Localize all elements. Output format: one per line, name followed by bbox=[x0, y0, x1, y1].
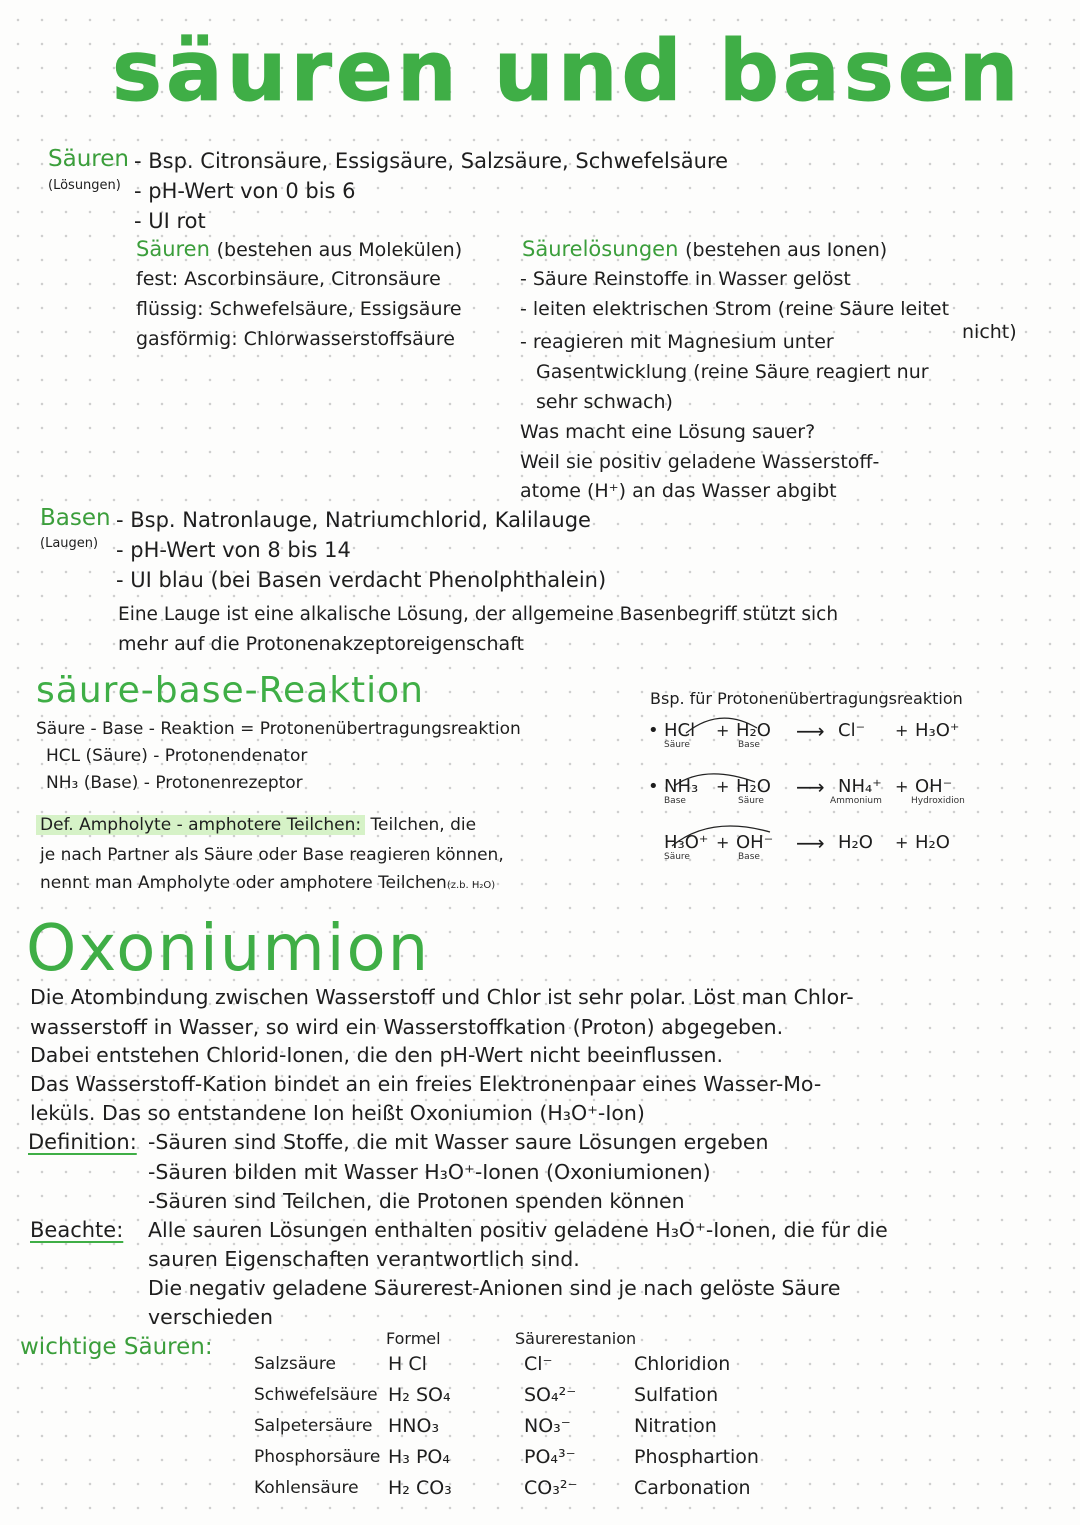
acids-line: - UI rot bbox=[134, 209, 206, 233]
bases-sublabel: (Laugen) bbox=[40, 536, 99, 551]
acid-row-anion: NO₃⁻ bbox=[524, 1415, 571, 1437]
acid-row-formula: H₂ CO₃ bbox=[388, 1477, 452, 1499]
oxonium-paragraph-line: leküls. Das so entstandene Ion heißt Oxoniumion (H₃O⁺-Ion) bbox=[30, 1101, 645, 1125]
acid-row-name: Phosphorsäure bbox=[254, 1447, 381, 1467]
reactant-2: H₂O bbox=[736, 720, 771, 741]
plus-sign: + bbox=[895, 833, 909, 852]
reaction-arrow: ⟶ bbox=[796, 719, 825, 743]
reactant-1-label: Base bbox=[664, 796, 686, 806]
product-1: H₂O bbox=[838, 832, 873, 853]
acid-answer: atome (H⁺) an das Wasser abgibt bbox=[520, 480, 837, 502]
ampholyte-label: Def. Ampholyte - amphotere Teilchen: bbox=[36, 815, 365, 835]
oxonium-heading: Oxoniumion bbox=[26, 912, 431, 986]
acid-solution-item: sehr schwach) bbox=[536, 391, 673, 413]
reactant-2-label: Base bbox=[738, 740, 760, 750]
pure-acids-title: Säuren bbox=[136, 237, 210, 261]
acid-answer: Weil sie positiv geladene Wasserstoff- bbox=[520, 451, 880, 473]
acid-row-anion: SO₄²⁻ bbox=[524, 1384, 577, 1406]
acid-solution-item: nicht) bbox=[962, 321, 1017, 343]
reactant-2: H₂O bbox=[736, 776, 771, 797]
plus-sign: + bbox=[895, 777, 909, 796]
bases-line: mehr auf die Protonenakzeptoreigenschaft bbox=[118, 633, 524, 655]
page-title: säuren und basen bbox=[112, 22, 1023, 120]
plus-sign: + bbox=[716, 777, 730, 796]
acid-row-formula: HNO₃ bbox=[388, 1415, 440, 1437]
acids-line: - Bsp. Citronsäure, Essigsäure, Salzsäure, Schwefelsäure bbox=[134, 149, 729, 173]
reaction-arrow: ⟶ bbox=[796, 831, 825, 855]
reactant-1: H₃O⁺ bbox=[664, 832, 709, 853]
ampholyte-line: je nach Partner als Säure oder Base reagieren können, bbox=[40, 845, 504, 865]
acid-row-name: Salpetersäure bbox=[254, 1416, 373, 1436]
acids-label: Säuren bbox=[48, 146, 129, 172]
acid-row-name: Schwefelsäure bbox=[254, 1385, 378, 1405]
acid-row-formula: H Cl bbox=[388, 1353, 427, 1375]
acid-row-anion-name: Sulfation bbox=[634, 1384, 719, 1406]
product-2: H₃O⁺ bbox=[915, 720, 960, 741]
acid-row-anion: Cl⁻ bbox=[524, 1353, 553, 1375]
acid-question: Was macht eine Lösung sauer? bbox=[520, 421, 816, 443]
acids-sublabel: (Lösungen) bbox=[48, 178, 121, 193]
acid-row-anion-name: Chloridion bbox=[634, 1353, 731, 1375]
beachte-line: verschieden bbox=[148, 1305, 274, 1329]
reaction-line: HCL (Säure) - Protonendenator bbox=[46, 746, 308, 766]
acid-row-anion: PO₄³⁻ bbox=[524, 1446, 576, 1468]
product-1: NH₄⁺ bbox=[838, 776, 882, 797]
reactant-2-label: Säure bbox=[738, 796, 764, 806]
acid-row-anion-name: Nitration bbox=[634, 1415, 717, 1437]
column-header-formula: Formel bbox=[386, 1329, 441, 1348]
acid-solutions-title: Säurelösungen bbox=[522, 237, 679, 261]
definition-line: -Säuren bilden mit Wasser H₃O⁺-Ionen (Oxoniumionen) bbox=[148, 1160, 711, 1184]
product-2: H₂O bbox=[915, 832, 950, 853]
reactant-1: NH₃ bbox=[664, 776, 699, 797]
bases-line: - pH-Wert von 8 bis 14 bbox=[116, 538, 351, 562]
definition-label: Definition: bbox=[28, 1130, 137, 1154]
beachte-line: Die negativ geladene Säurerest-Anionen sind je nach gelöste Säure bbox=[148, 1276, 841, 1300]
bases-line: Eine Lauge ist eine alkalische Lösung, der allgemeine Basenbegriff stützt sich bbox=[118, 604, 839, 625]
bases-line: - UI blau (bei Basen verdacht Phenolphthalein) bbox=[116, 568, 607, 592]
reactant-2: OH⁻ bbox=[736, 832, 774, 853]
reactant-2-label: Base bbox=[738, 852, 760, 862]
plus-sign: + bbox=[716, 833, 730, 852]
reaction-heading: säure-base-Reaktion bbox=[36, 670, 424, 711]
product-1: Cl⁻ bbox=[838, 720, 866, 741]
oxonium-paragraph-line: Dabei entstehen Chlorid-Ionen, die den pH-Wert nicht beeinflussen. bbox=[30, 1043, 724, 1067]
acid-row-formula: H₃ PO₄ bbox=[388, 1446, 450, 1468]
example-heading: Bsp. für Protonenübertragungsreaktion bbox=[650, 689, 963, 708]
beachte-line: Alle sauren Lösungen enthalten positiv geladene H₃O⁺-Ionen, die für die bbox=[148, 1218, 888, 1242]
ampholyte-line-text: nennt man Ampholyte oder amphotere Teilchen bbox=[40, 873, 447, 893]
definition-line: -Säuren sind Stoffe, die mit Wasser saure Lösungen ergeben bbox=[148, 1130, 769, 1154]
column-header-anion: Säurerestanion bbox=[515, 1329, 637, 1348]
product-2-label: Hydroxidion bbox=[911, 796, 965, 806]
ampholyte-example-note: (z.b. H₂O) bbox=[446, 880, 496, 891]
pure-acids-note: (bestehen aus Molekülen) bbox=[216, 239, 463, 261]
important-acids-label: wichtige Säuren: bbox=[20, 1334, 213, 1360]
acid-solutions-note: (bestehen aus Ionen) bbox=[685, 239, 888, 261]
reaction-line: Säure - Base - Reaktion = Protonenübertragungsreaktion bbox=[36, 719, 521, 739]
acid-solution-item: - Säure Reinstoffe in Wasser gelöst bbox=[520, 268, 851, 290]
reactant-1-label: Säure bbox=[664, 852, 690, 862]
reactant-1: HCl bbox=[664, 720, 696, 741]
oxonium-paragraph-line: Die Atombindung zwischen Wasserstoff und Chlor ist sehr polar. Löst man Chlor- bbox=[30, 985, 854, 1009]
acids-line: - pH-Wert von 0 bis 6 bbox=[134, 179, 356, 203]
acid-solution-item: Gasentwicklung (reine Säure reagiert nur bbox=[536, 361, 929, 383]
definition-line: -Säuren sind Teilchen, die Protonen spenden können bbox=[148, 1189, 685, 1213]
bases-label: Basen bbox=[40, 505, 111, 531]
acid-row-anion: CO₃²⁻ bbox=[524, 1477, 578, 1499]
acid-solution-item: - reagieren mit Magnesium unter bbox=[520, 331, 834, 353]
pure-acid-item: flüssig: Schwefelsäure, Essigsäure bbox=[136, 298, 462, 320]
product-1-label: Ammonium bbox=[830, 796, 882, 806]
pure-acid-item: fest: Ascorbinsäure, Citronsäure bbox=[136, 268, 441, 290]
acid-row-anion-name: Carbonation bbox=[634, 1477, 751, 1499]
plus-sign: + bbox=[895, 721, 909, 740]
reactant-1-label: Säure bbox=[664, 740, 690, 750]
reaction-line: NH₃ (Base) - Protonenrezeptor bbox=[46, 773, 303, 793]
ampholyte-text: Teilchen, die bbox=[370, 815, 477, 835]
beachte-label: Beachte: bbox=[30, 1218, 124, 1242]
example-bullet: • bbox=[648, 776, 659, 797]
product-2: OH⁻ bbox=[915, 776, 953, 797]
oxonium-paragraph-line: wasserstoff in Wasser, so wird ein Wasserstoffkation (Proton) abgegeben. bbox=[30, 1015, 784, 1039]
beachte-line: sauren Eigenschaften verantwortlich sind. bbox=[148, 1247, 580, 1271]
acid-row-formula: H₂ SO₄ bbox=[388, 1384, 451, 1406]
bases-line: - Bsp. Natronlauge, Natriumchlorid, Kalilauge bbox=[116, 508, 591, 532]
acid-row-anion-name: Phosphartion bbox=[634, 1446, 759, 1468]
oxonium-paragraph-line: Das Wasserstoff-Kation bindet an ein freies Elektronenpaar eines Wasser-Mo- bbox=[30, 1072, 822, 1096]
acid-solution-item: - leiten elektrischen Strom (reine Säure leitet bbox=[520, 298, 950, 320]
example-bullet: • bbox=[648, 720, 659, 741]
plus-sign: + bbox=[716, 721, 730, 740]
acid-row-name: Salzsäure bbox=[254, 1354, 336, 1374]
reaction-arrow: ⟶ bbox=[796, 775, 825, 799]
acid-row-name: Kohlensäure bbox=[254, 1478, 359, 1498]
pure-acid-item: gasförmig: Chlorwasserstoffsäure bbox=[136, 328, 455, 350]
